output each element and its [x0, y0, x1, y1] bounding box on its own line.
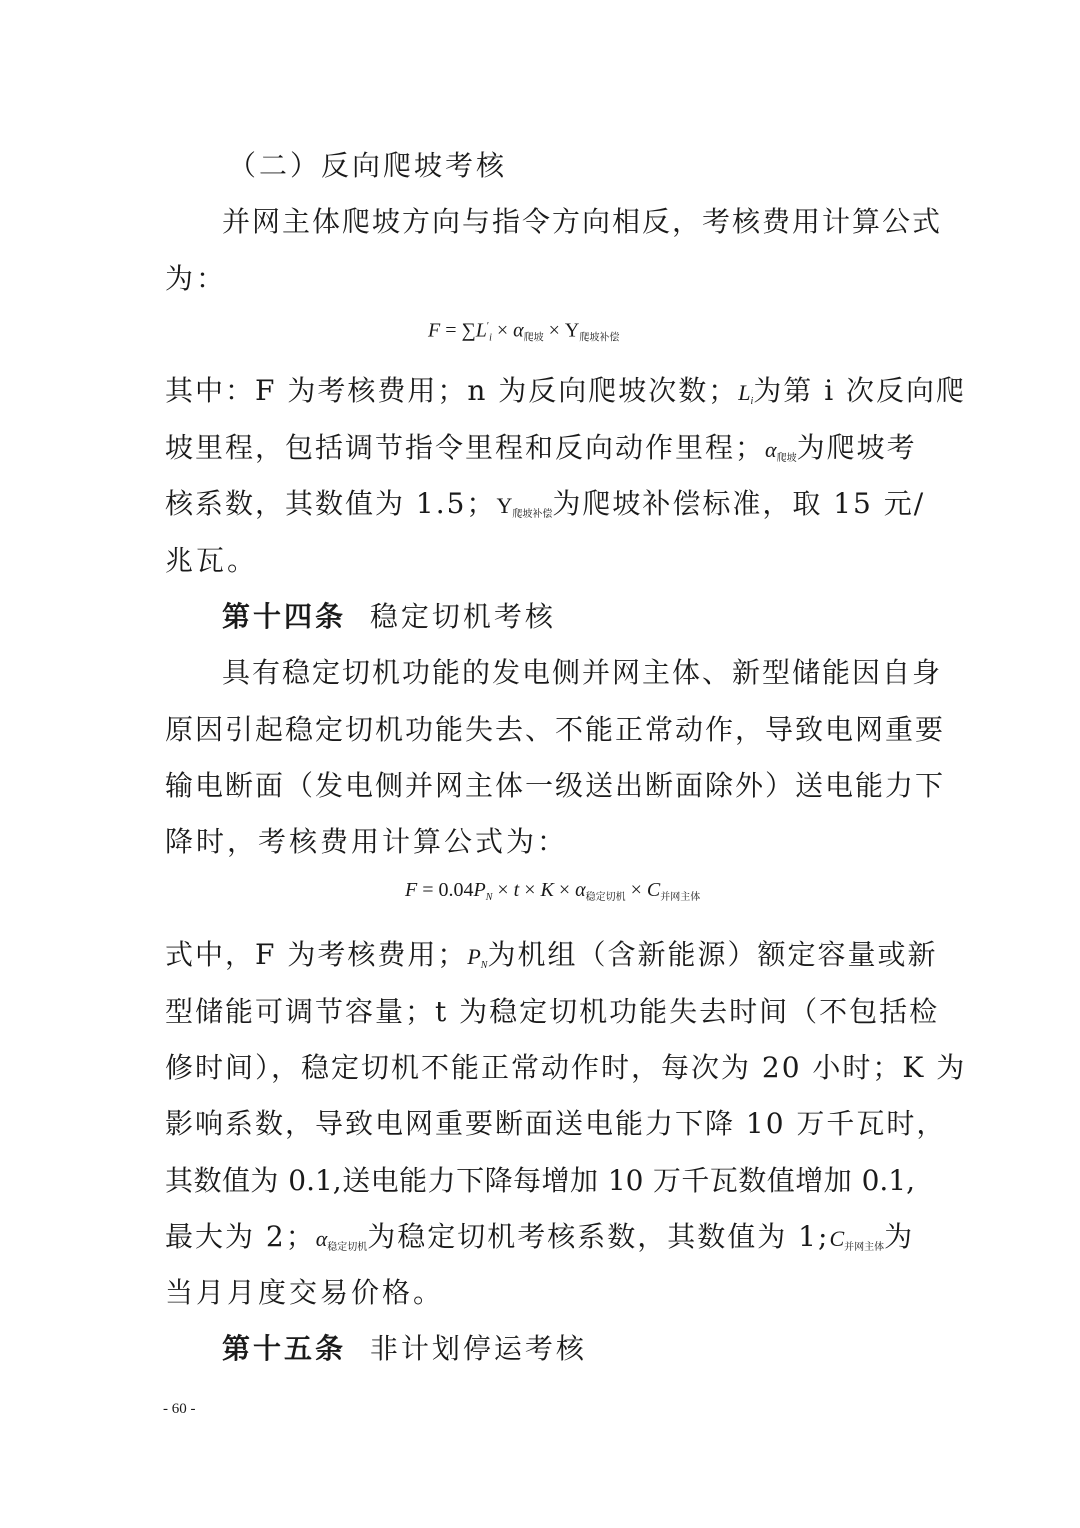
paragraph3-line3: 输电断面（发电侧并网主体一级送出断面除外）送电能力下: [165, 769, 946, 802]
article15-title: 非计划停运考核: [369, 1332, 587, 1365]
formula-stability-trip: $F = 0.04P_N \times t \times K \times \alpha_{稳定切机} \times C_{并网主体}$: [405, 879, 701, 903]
paragraph2-line1: 其中：F 为考核费用；n 为反向爬坡次数；$L_i$为第 i 次反向爬: [165, 374, 967, 407]
paragraph4-line6: 最大为 2；$\alpha_{稳定切机}$为稳定切机考核系数，其数值为 $1;C_{并网主体}$为: [165, 1220, 915, 1253]
article14-title: 稳定切机考核: [369, 600, 556, 633]
article15-number: 第十五条: [222, 1332, 347, 1365]
paragraph2-line2: 坡里程，包括调节指令里程和反向动作里程；$\alpha_{爬坡}$为爬坡考: [165, 431, 917, 464]
paragraph1-line2: 为：: [165, 262, 228, 295]
paragraph2-line4: 兆瓦。: [165, 544, 259, 577]
paragraph4-line5: 其数值为 0.1,送电能力下降每增加 10 万千瓦数值增加 0.1,: [165, 1164, 915, 1197]
paragraph3-line4: 降时，考核费用计算公式为：: [165, 825, 569, 858]
paragraph4-line4: 影响系数，导致电网重要断面送电能力下降 10 万千瓦时，: [165, 1107, 947, 1140]
article15-heading: [222, 1329, 587, 1369]
paragraph2-line3: 核系数，其数值为 1.5；$Y_{爬坡补偿}$为爬坡补偿标准，取 15 元/: [165, 487, 926, 520]
paragraph3-line2: 原因引起稳定切机功能失去、不能正常动作，导致电网重要: [165, 713, 946, 746]
paragraph4-line3: 修时间），稳定切机不能正常动作时，每次为 20 小时；K 为: [165, 1051, 967, 1084]
formula-reverse-ramp: $F = \sum L'_i \times \alpha_{爬坡} \times Y_{爬坡补偿}$: [428, 319, 620, 344]
paragraph4-line2: 型储能可调节容量；t 为稳定切机功能失去时间（不包括检: [165, 995, 940, 1028]
paragraph3-line1: 具有稳定切机功能的发电侧并网主体、新型储能因自身: [222, 656, 943, 689]
section2-heading: （二）反向爬坡考核: [228, 149, 508, 182]
article14-heading: [222, 597, 556, 637]
article14-number: 第十四条: [222, 600, 347, 633]
paragraph4-line1: 式中，F 为考核费用；$P_N$为机组（含新能源）额定容量或新: [165, 938, 938, 971]
paragraph1-line1: 并网主体爬坡方向与指令方向相反，考核费用计算公式: [222, 205, 943, 238]
paragraph4-line7: 当月月度交易价格。: [165, 1276, 445, 1309]
page-number: - 60 -: [163, 1401, 196, 1417]
